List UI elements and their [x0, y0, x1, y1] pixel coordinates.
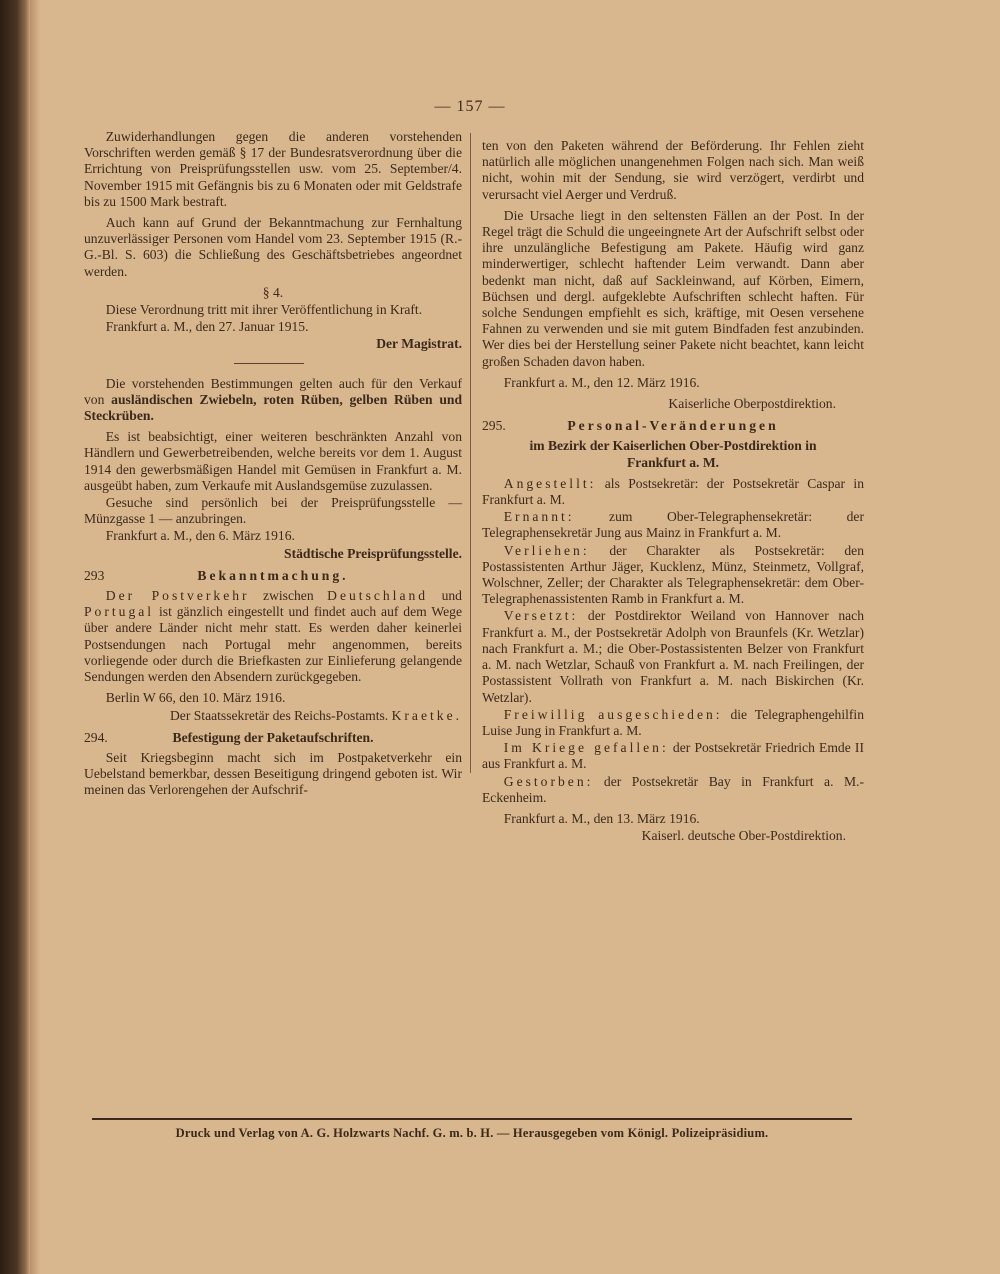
date-line: Frankfurt a. M., den 12. März 1916.: [503, 374, 700, 390]
paragraph: Diese Verordnung tritt mit ihrer Veröffentlichung in Kraft.: [105, 302, 423, 318]
date-line: Berlin W 66, den 10. März 1916.: [105, 690, 286, 706]
paragraph: Die vorstehenden Bestimmungen gelten auch für den Verkauf von ausländischen Zwiebeln, roten Rüben, gelben Rüben und Steckrüben.: [84, 375, 462, 424]
signature: Städtische Preisprüfungsstelle.: [284, 545, 462, 561]
date-line: Frankfurt a. M., den 13. März 1916.: [503, 810, 700, 826]
paragraph: Gesuche sind persönlich bei der Preisprüfungsstelle — Münzgasse 1 — anzubringen.: [84, 495, 462, 527]
paragraph: Seit Kriegsbeginn macht sich im Postpaketverkehr ein Uebelstand bemerkbar, dessen Beseitigung dringend geboten ist. Wir meinen das Verlorengehen der Aufschrif-: [84, 749, 462, 798]
paragraph: Es ist beabsichtigt, einer weiteren beschränkten Anzahl von Händlern und Gewerbetreibenden, welche bereits vor dem 1. August 1914 den gewerbsmäßigen Handel mit Gemüsen in Frankfurt a. M. ausgeübt haben, zum Verkaufe mit Auslandsgemüse zuzulassen.: [84, 429, 462, 493]
paragraph: Auch kann auf Grund der Bekanntmachung zur Fernhaltung unzuverlässiger Personen vom Handel vom 23. September 1915 (R.-G.-Bl. S. 603) die Schließung des Geschäftsbetriebes angeordnet werden.: [84, 215, 462, 279]
imprint-footer: Druck und Verlag von A. G. Holzwarts Nachf. G. m. b. H. — Herausgegeben vom Königl. Polizeipräsidium.: [175, 1126, 769, 1140]
personnel-entry: Angestellt: als Postsekretär: der Postsekretär Caspar in Frankfurt a. M.: [482, 475, 864, 508]
book-binding: [0, 0, 30, 1274]
personnel-entry: Ernannt: zum Ober-Telegraphensekretär: der Telegraphensekretär Jung aus Mainz in Frankfurt a. M.: [482, 509, 864, 541]
signature: Kaiserl. deutsche Ober-Postdirektion.: [641, 828, 846, 844]
personnel-entry: Versetzt: der Postdirektor Weiland von Hannover nach Frankfurt a. M., der Postsekretär Adolph von Braunfels (Kr. Wetzlar) nach Frankfurt a. M.; die Ober-Postassistenten Belzer von Frankfurt a. M. nach Wetzlar, Schauß von Frankfurt a. M. nach Freilingen, der Postassistent Vollrath von Frankfurt a. M. nach Biskirchen (Kr. Wetzlar).: [482, 608, 864, 705]
signature: Der Staatssekretär des Reichs-Postamts. Kraetke.: [169, 707, 462, 723]
notice-heading-294: 294. Befestigung der Paketaufschriften.: [84, 729, 374, 745]
column-divider: [470, 133, 471, 773]
personnel-entry: Freiwillig ausgeschieden: die Telegraphengehilfin Luise Jung in Frankfurt a. M.: [482, 706, 864, 738]
date-line: Frankfurt a. M., den 6. März 1916.: [105, 528, 295, 544]
page-edge-shadow: [30, 0, 40, 1274]
paragraph: Die Ursache liegt in den seltensten Fällen an der Post. In der Regel trägt die Schuld die ungeeingnete Art der Aufschrift selbst oder ihre unzulängliche Befestigung am Pakete. Häufig wird ganz minderwertiger, schlecht haftender Leim verwandt. Dann aber bedenkt man nicht, daß auf Sackleinwand, auf Körben, Eimern, Büchsen und dergl. aufgeklebte Aufschriften schlecht haften. Für solche Sendungen empfiehlt es sich, kräftige, mit Oesen versehene Fahnen zu verwenden und sie mit gutem Bindfaden fest anzubinden. Wer dies bei der Herstellung seiner Pakete nicht beachtet, kann leicht großen Schaden davon haben.: [482, 207, 864, 369]
paragraph: Zuwiderhandlungen gegen die anderen vorstehenden Vorschriften werden gemäß § 17 der Bundesratsverordnung über die Errichtung von Preisprüfungsstellen usw. vom 25. September/4. November 1915 mit Gefängnis bis zu 6 Monaten oder mit Geldstrafe bis zu 1500 Mark bestraft.: [84, 129, 462, 209]
paragraph: Der Postverkehr zwischen Deutschland und Portugal ist gänzlich eingestellt und findet auch auf dem Wege über andere Länder nicht mehr statt. Es werden daher keinerlei Postsendungen nach Portugal mehr angenommen, bereits vorliegende oder durch die Briefkasten zur Einlieferung gelangende Sendungen werden den Absendern zurückgegeben.: [84, 588, 462, 685]
notice-heading-295: 295. Personal-Veränderungen: [482, 418, 779, 434]
footer-rule: [92, 1118, 852, 1120]
personnel-entry: Verliehen: der Charakter als Postsekretär: den Postassistenten Arthur Jäger, Kucklenz, Münz, Steinmetz, Vollgraf, Wolschner, Zeller; der Charakter als Telegraphensekretär: dem Ober-Telegraphenassistenten Ramb in Frankfurt a. M.: [482, 542, 864, 607]
notice-heading-293: 293 Bekanntmachung.: [84, 567, 349, 583]
paragraph: ten von den Paketen während der Beförderung. Ihr Fehlen zieht natürlich alle möglichen unangenehmen Folgen nach sich. Man weiß nicht, wohin mit der Sendung, sie wird verzögert, verdirbt und verursacht viel Aerger und Verdruß.: [482, 138, 864, 202]
personnel-entry: Im Kriege gefallen: der Postsekretär Friedrich Emde II aus Frankfurt a. M.: [482, 740, 864, 772]
date-line: Frankfurt a. M., den 27. Januar 1915.: [105, 319, 309, 335]
signature: Kaiserliche Oberpostdirektion.: [668, 396, 836, 412]
personnel-entry: Gestorben: der Postsekretär Bay in Frankfurt a. M.-Eckenheim.: [482, 773, 864, 805]
page-number: — 157 —: [434, 98, 506, 115]
signature: Der Magistrat.: [376, 336, 462, 352]
separator-rule: [234, 363, 304, 364]
notice-subheading: im Bezirk der Kaiserlichen Ober-Postdirektion in Frankfurt a. M.: [529, 438, 817, 470]
right-column: [482, 138, 864, 845]
left-column: [84, 129, 462, 800]
section-heading: § 4.: [262, 284, 284, 300]
